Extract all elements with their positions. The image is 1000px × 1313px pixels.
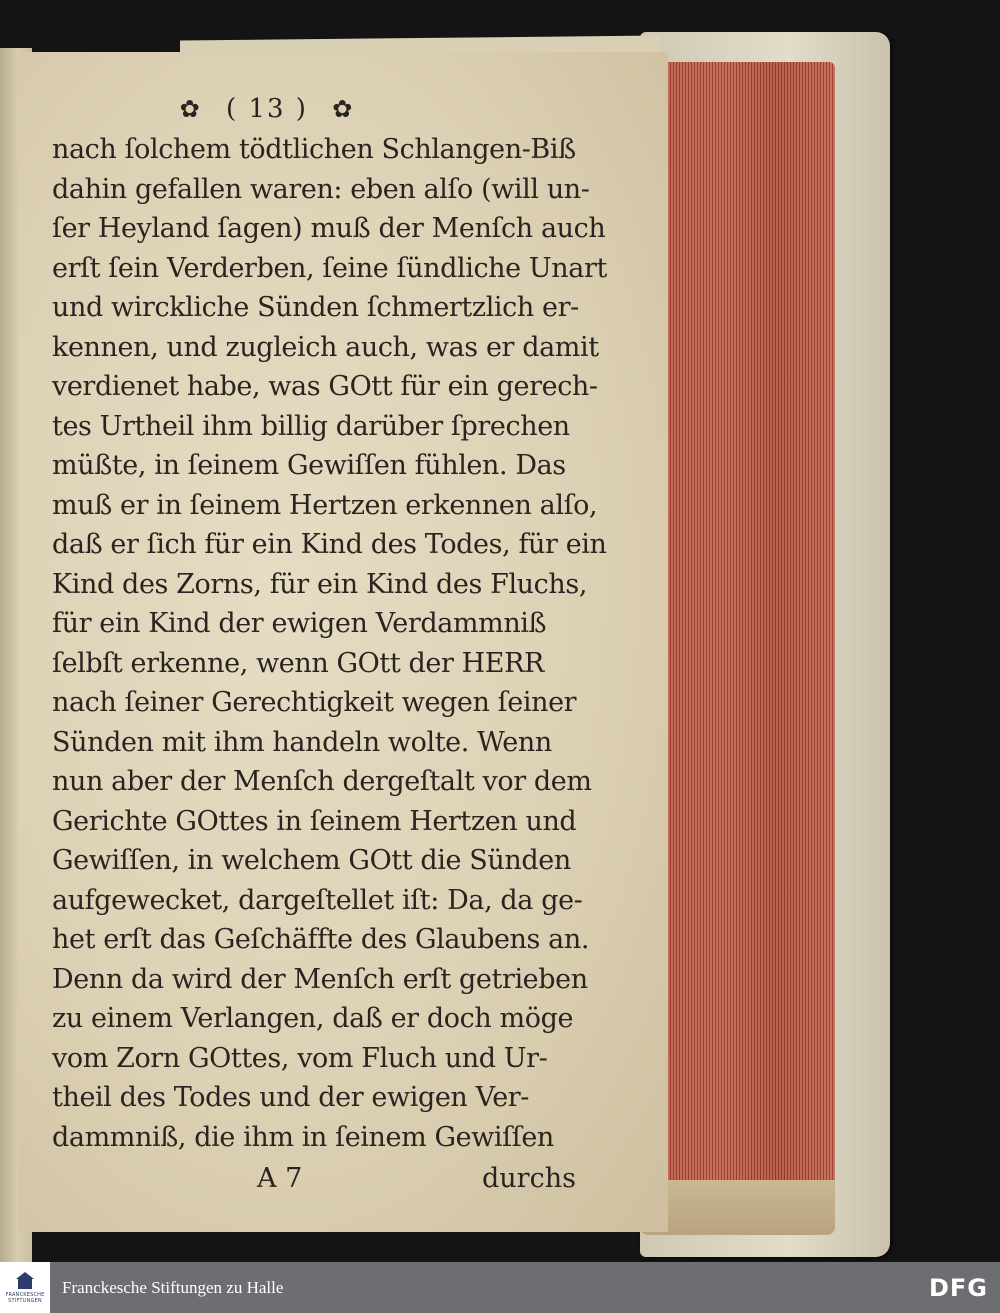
text-line: Kind des Zorns, für ein Kind des Fluchs, [52, 568, 588, 600]
logo-caption-line: FRANCKESCHE [5, 1291, 45, 1298]
page-number: ( 13 ) [226, 94, 308, 124]
text-line: nach ſolchem tödtlichen Schlangen-Biß [52, 134, 576, 165]
text-line: vom Zorn GOttes, vom Fluch und Ur- [52, 1042, 548, 1074]
dfg-logo[interactable]: DFG [928, 1273, 988, 1302]
page-block-bottom [640, 1180, 835, 1235]
text-line: müßte, in ſeinem Gewiſſen fühlen. Das [52, 450, 566, 481]
text-line: Gewiſſen, in welchem GOtt die Sünden [52, 845, 571, 876]
page-text-block [52, 88, 632, 1199]
text-line: Denn da wird der Menſch erſt getrieben [52, 963, 588, 995]
text-line: het erſt das Geſchäffte des Glaubens an. [52, 924, 590, 955]
text-line: dammniß, die ihm in ſeinem Gewiſſen [52, 1121, 554, 1153]
institution-name[interactable]: Franckesche Stiftungen zu Halle [62, 1277, 284, 1297]
text-line: nun aber der Menſch dergeſtalt vor dem [52, 766, 592, 797]
text-line: verdienet habe, was GOtt für ein gerech- [52, 371, 598, 402]
text-line: zu einem Verlangen, daß er doch möge [52, 1003, 574, 1034]
body-text [52, 130, 632, 1157]
text-line: für ein Kind der ewigen Verdammniß [52, 608, 547, 639]
attribution-bar [0, 1262, 1000, 1313]
page-footer-line [52, 1159, 632, 1199]
text-line: und wirckliche Sünden ſchmertzlich er- [52, 292, 579, 323]
building-icon [14, 1272, 36, 1290]
ornament-right-icon: ✿ [332, 95, 355, 123]
red-fore-edge [655, 62, 835, 1230]
logo-caption [5, 1292, 44, 1304]
running-head [52, 88, 482, 130]
text-line: daß er ſich für ein Kind des Todes, für ein [52, 529, 607, 560]
text-line: theil des Todes und der ewigen Ver- [52, 1082, 530, 1113]
signature-mark: A 7 [257, 1163, 303, 1194]
text-line: Sünden mit ihm handeln wolte. Wenn [52, 726, 552, 758]
logo-caption-line: STIFTUNGEN [8, 1297, 42, 1304]
franckesche-stiftungen-logo[interactable] [0, 1262, 50, 1313]
text-line: erſt ſein Verderben, ſeine ſündliche Unart [52, 252, 607, 284]
text-line: aufgewecket, dargeſtellet iſt: Da, da ge- [52, 884, 583, 916]
text-line: ſer Heyland ſagen) muß der Menſch auch [52, 213, 606, 244]
text-line: kennen, und zugleich auch, was er damit [52, 331, 599, 363]
text-line: muß er in ſeinem Hertzen erkennen alſo, [52, 489, 598, 521]
text-line: dahin gefallen waren: eben alſo (will un- [52, 173, 590, 205]
text-line: Gerichte GOttes in ſeinem Hertzen und [52, 805, 577, 837]
ornament-left-icon: ✿ [179, 95, 202, 123]
text-line: ſelbſt erkenne, wenn GOtt der HERR [52, 647, 544, 679]
text-line: nach ſeiner Gerechtigkeit wegen ſeiner [52, 687, 577, 718]
catchword: durchs [482, 1163, 576, 1194]
text-line: tes Urtheil ihm billig darüber ſprechen [52, 410, 570, 442]
